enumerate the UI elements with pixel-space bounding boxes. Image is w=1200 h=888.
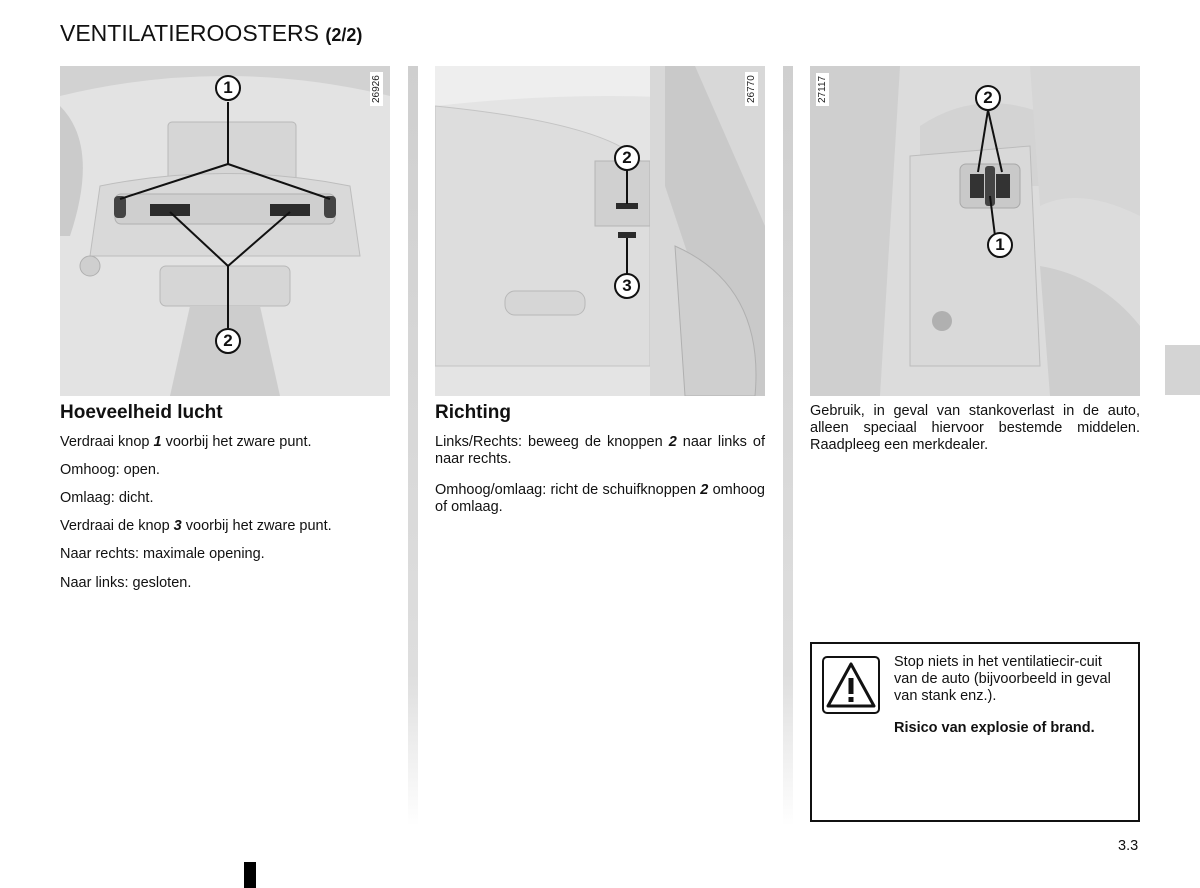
section-heading: Hoeveelheid lucht xyxy=(60,402,223,423)
text: Verdraai knop xyxy=(60,434,154,450)
callout-ref: 3 xyxy=(173,518,182,534)
page-title-part: (2/2) xyxy=(325,25,363,45)
paragraph xyxy=(435,482,765,516)
page-title-main: VENTILATIEROOSTERS xyxy=(60,20,320,46)
callout-ref: 2 xyxy=(668,434,677,450)
callout-ref: 1 xyxy=(153,434,162,450)
text: Verdraai de knop xyxy=(60,518,174,534)
text: naar links of naar rechts. xyxy=(435,434,765,467)
crop-mark xyxy=(244,862,256,888)
page-title xyxy=(60,20,362,47)
text: voorbij het zware punt. xyxy=(181,518,332,534)
side-vent-illustration xyxy=(435,66,765,396)
column-divider xyxy=(408,66,418,826)
callout-1: 1 xyxy=(215,75,241,101)
chapter-tab xyxy=(1165,345,1200,395)
figure-rear-vents xyxy=(810,66,1140,396)
text: Links/Rechts: beweeg de knoppen xyxy=(435,434,669,450)
section-heading: Richting xyxy=(435,402,511,423)
column-divider xyxy=(783,66,793,826)
warning-triangle-icon xyxy=(822,656,880,714)
figure-side-vent xyxy=(435,66,765,396)
page-number: 3.3 xyxy=(1118,838,1139,854)
rear-vents-illustration xyxy=(810,66,1140,396)
figure-code: 27117 xyxy=(816,73,829,106)
paragraph xyxy=(60,434,390,451)
paragraph: Naar rechts: maximale opening. xyxy=(60,546,265,562)
warning-emphasis: Risico van explosie of brand. xyxy=(894,720,1095,736)
callout-2: 2 xyxy=(614,145,640,171)
figure-code: 26770 xyxy=(745,72,758,106)
callout-1: 1 xyxy=(987,232,1013,258)
paragraph: Gebruik, in geval van stankoverlast in de auto, alleen speciaal hiervoor bestemde middelen. Raadpleeg een merkdealer. xyxy=(810,403,1140,453)
text: omhoog of omlaag. xyxy=(435,482,765,515)
paragraph: Omhoog: open. xyxy=(60,462,160,478)
figure-code: 26926 xyxy=(370,72,383,106)
warning-text: Stop niets in het ventilatiecir-cuit van de auto (bijvoorbeeld in geval van stank enz.). xyxy=(894,654,1111,704)
callout-2: 2 xyxy=(975,85,1001,111)
callout-3: 3 xyxy=(614,273,640,299)
warning-box xyxy=(810,642,1140,822)
text: Omhoog/omlaag: richt de schuifknoppen xyxy=(435,482,701,498)
paragraph: Omlaag: dicht. xyxy=(60,490,154,506)
paragraph: Naar links: gesloten. xyxy=(60,575,192,591)
paragraph xyxy=(435,434,765,468)
callout-ref: 2 xyxy=(700,482,709,498)
callout-2: 2 xyxy=(215,328,241,354)
text: voorbij het zware punt. xyxy=(161,434,312,450)
figure-dashboard-vents xyxy=(60,66,390,396)
paragraph xyxy=(60,518,390,535)
